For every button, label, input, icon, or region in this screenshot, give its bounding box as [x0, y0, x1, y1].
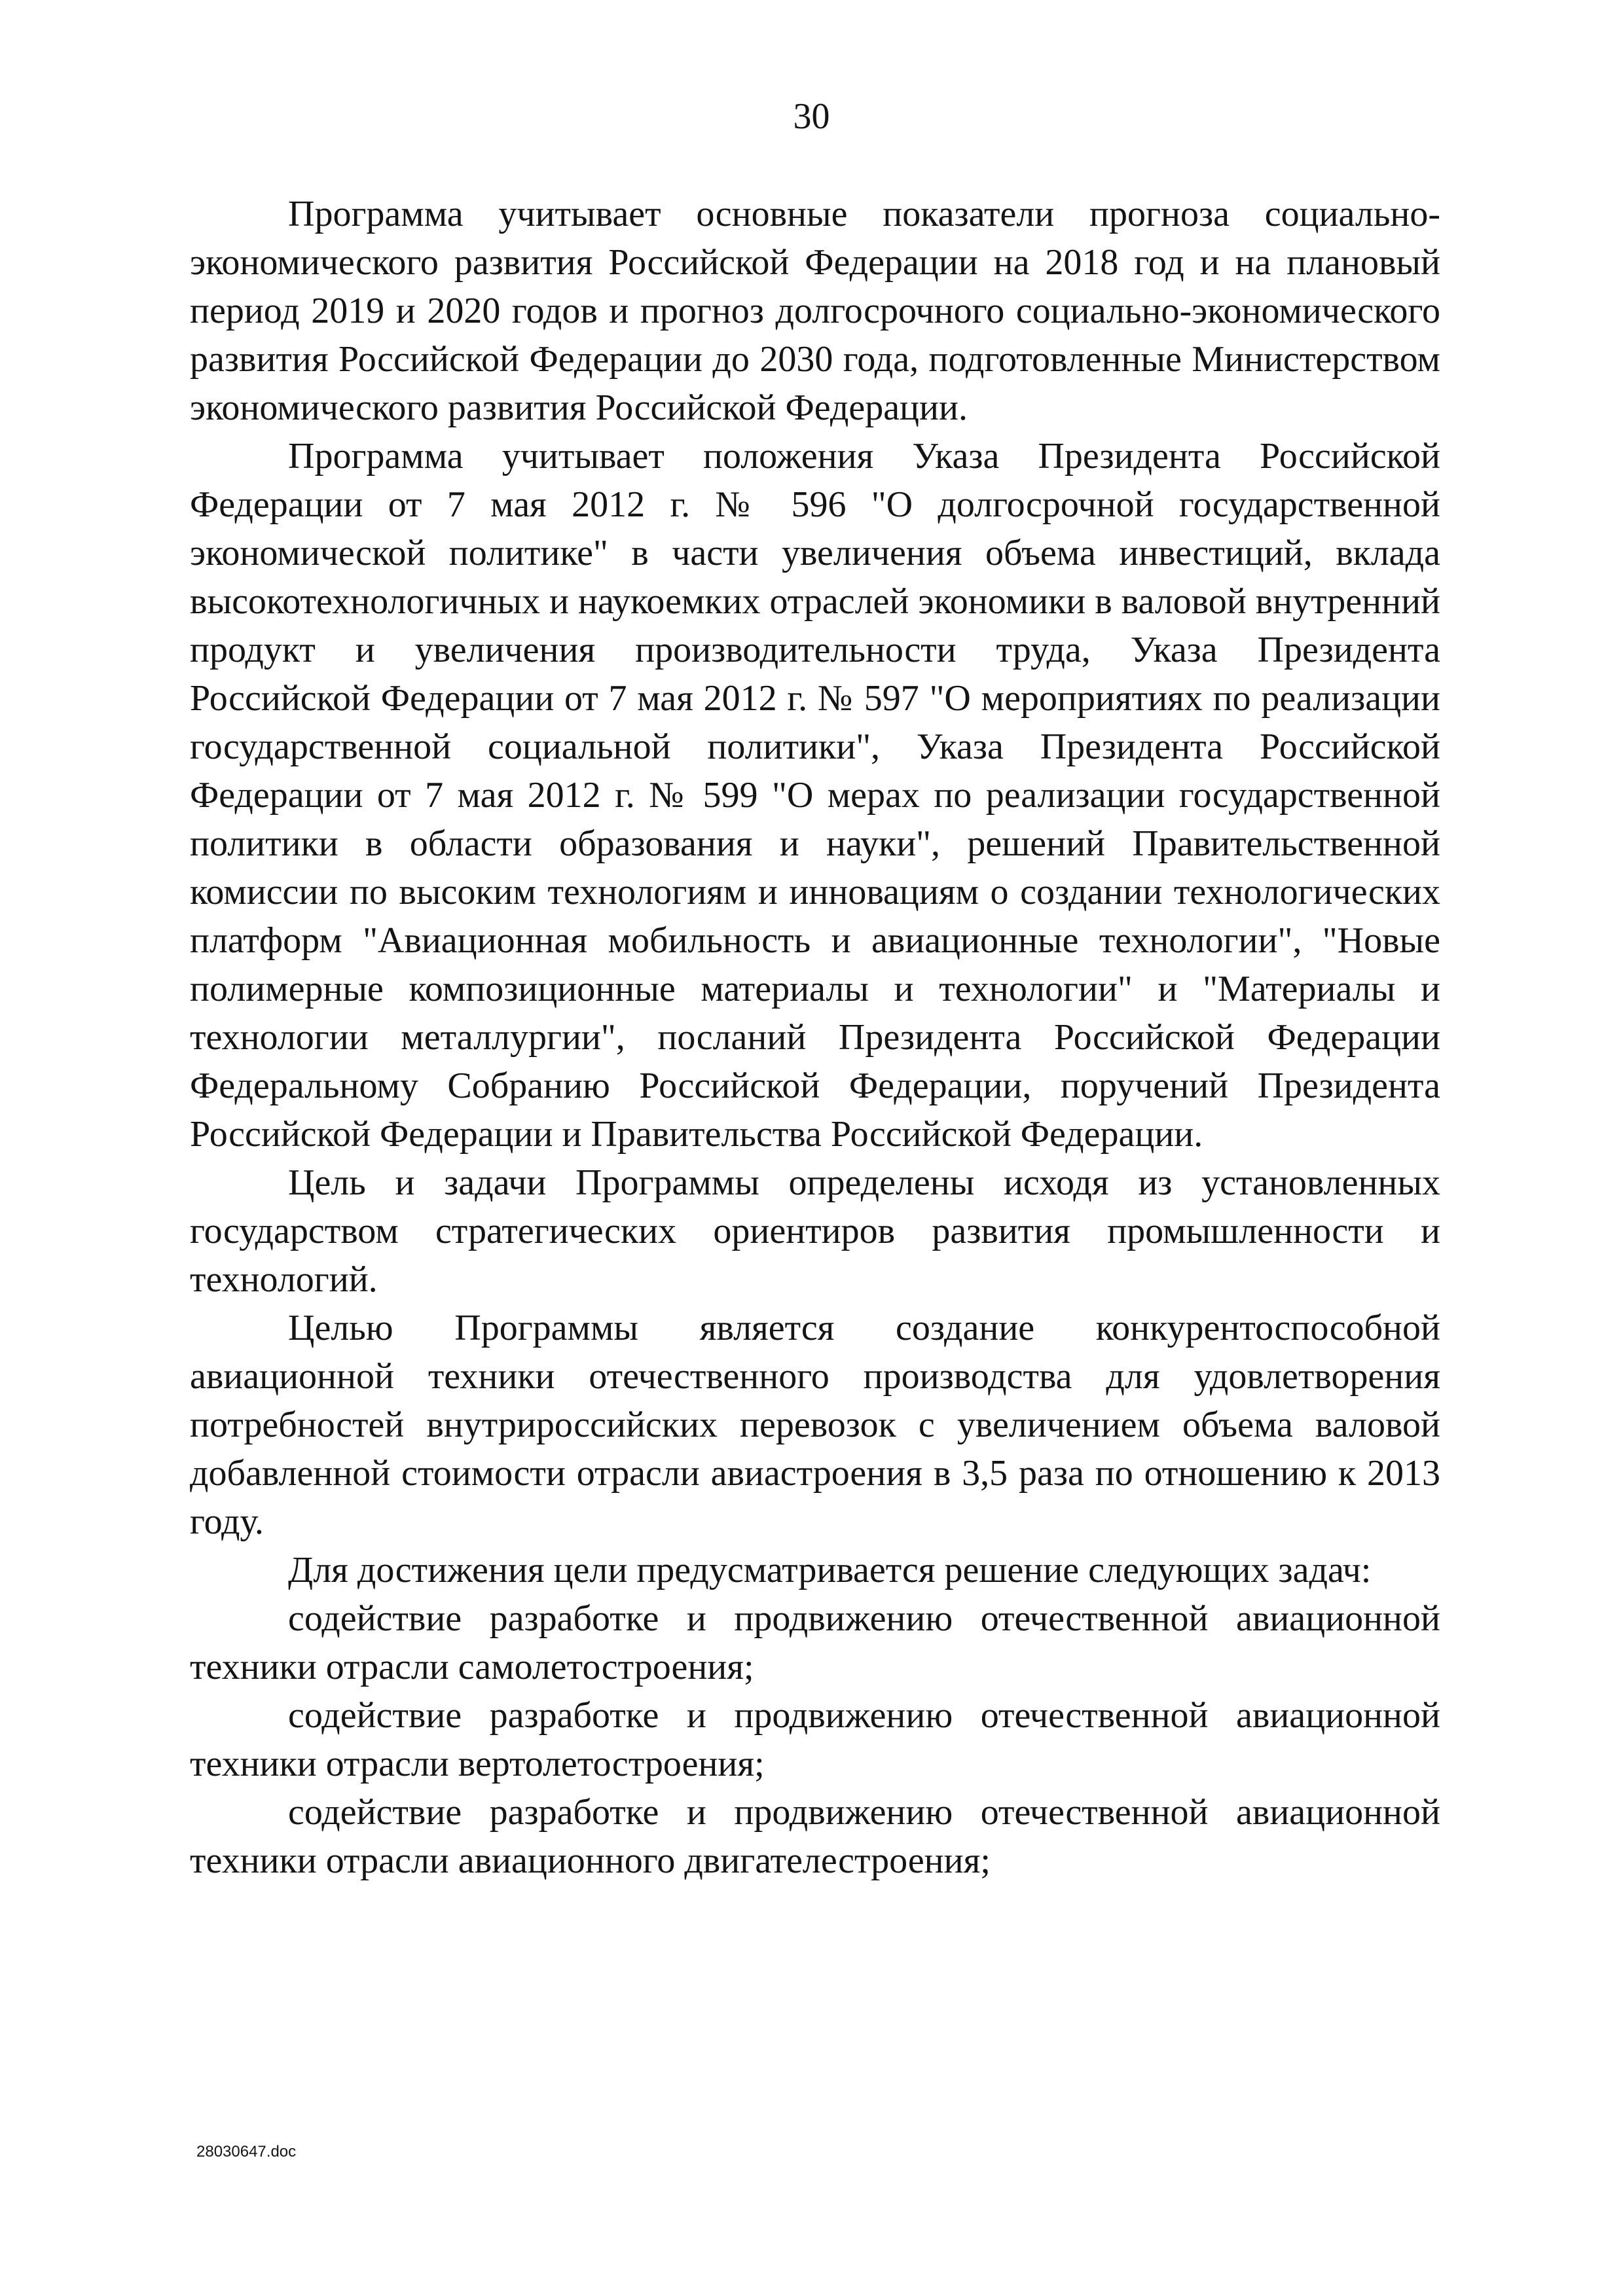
paragraph-decrees: Программа учитывает положения Указа Президента Российской Федерации от 7 мая 2012 г. № 596 "О долгосрочной государственной экономической политике" в части увеличения объема инвестиций, вклада высокотехнологичных и наукоемких отраслей экономики в валовой внутренний продукт и увеличения производительности труда, Указа Президента Российской Федерации от 7 мая 2012 г. № 597 "О мероприятиях по реализации государственной социальной политики", Указа Президента Российской Федерации от 7 мая 2012 г. № 599 "О мерах по реализации государственной политики в области образования и науки", решений Правительственной комиссии по высоким технологиям и инновациям о создании технологических платформ "Авиационная мобильность и авиационные технологии", "Новые полимерные композиционные материалы и технологии" и "Материалы и технологии металлургии", посланий Президента Российской Федерации Федеральному Собранию Российской Федерации, поручений Президента Российской Федерации и Правительства Российской Федерации. [190, 436, 1441, 1155]
task-aircraft: содействие разработке и продвижению отечественной авиационной техники отрасли самолетостроения; [190, 1598, 1440, 1687]
paragraph-goals-basis: Цель и задачи Программы определены исходя из установленных государством стратегических ориентиров развития промышленности и технологий. [190, 1162, 1440, 1300]
document-body [190, 190, 1440, 1885]
page-number: 30 [793, 96, 830, 137]
task-helicopters: содействие разработке и продвижению отечественной авиационной техники отрасли вертолетостроения; [190, 1695, 1440, 1784]
document-filename: 28030647.doc [196, 2143, 297, 2161]
task-engines: содействие разработке и продвижению отечественной авиационной техники отрасли авиационного двигателестроения; [190, 1792, 1440, 1881]
paragraph-program-goal: Целью Программы является создание конкурентоспособной авиационной техники отечественного производства для удовлетворения потребностей внутрироссийских перевозок с увеличением объема валовой добавленной стоимости отрасли авиастроения в 3,5 раза по отношению к 2013 году. [190, 1308, 1440, 1542]
paragraph-forecast: Программа учитывает основные показатели прогноза социально-экономического развития Российской Федерации на 2018 год и на плановый период 2019 и 2020 годов и прогноз долгосрочного социально-экономического развития Российской Федерации до 2030 года, подготовленные Министерством экономического развития Российской Федерации. [190, 194, 1440, 428]
paragraph-tasks-intro: Для достижения цели предусматривается решение следующих задач: [288, 1550, 1372, 1590]
